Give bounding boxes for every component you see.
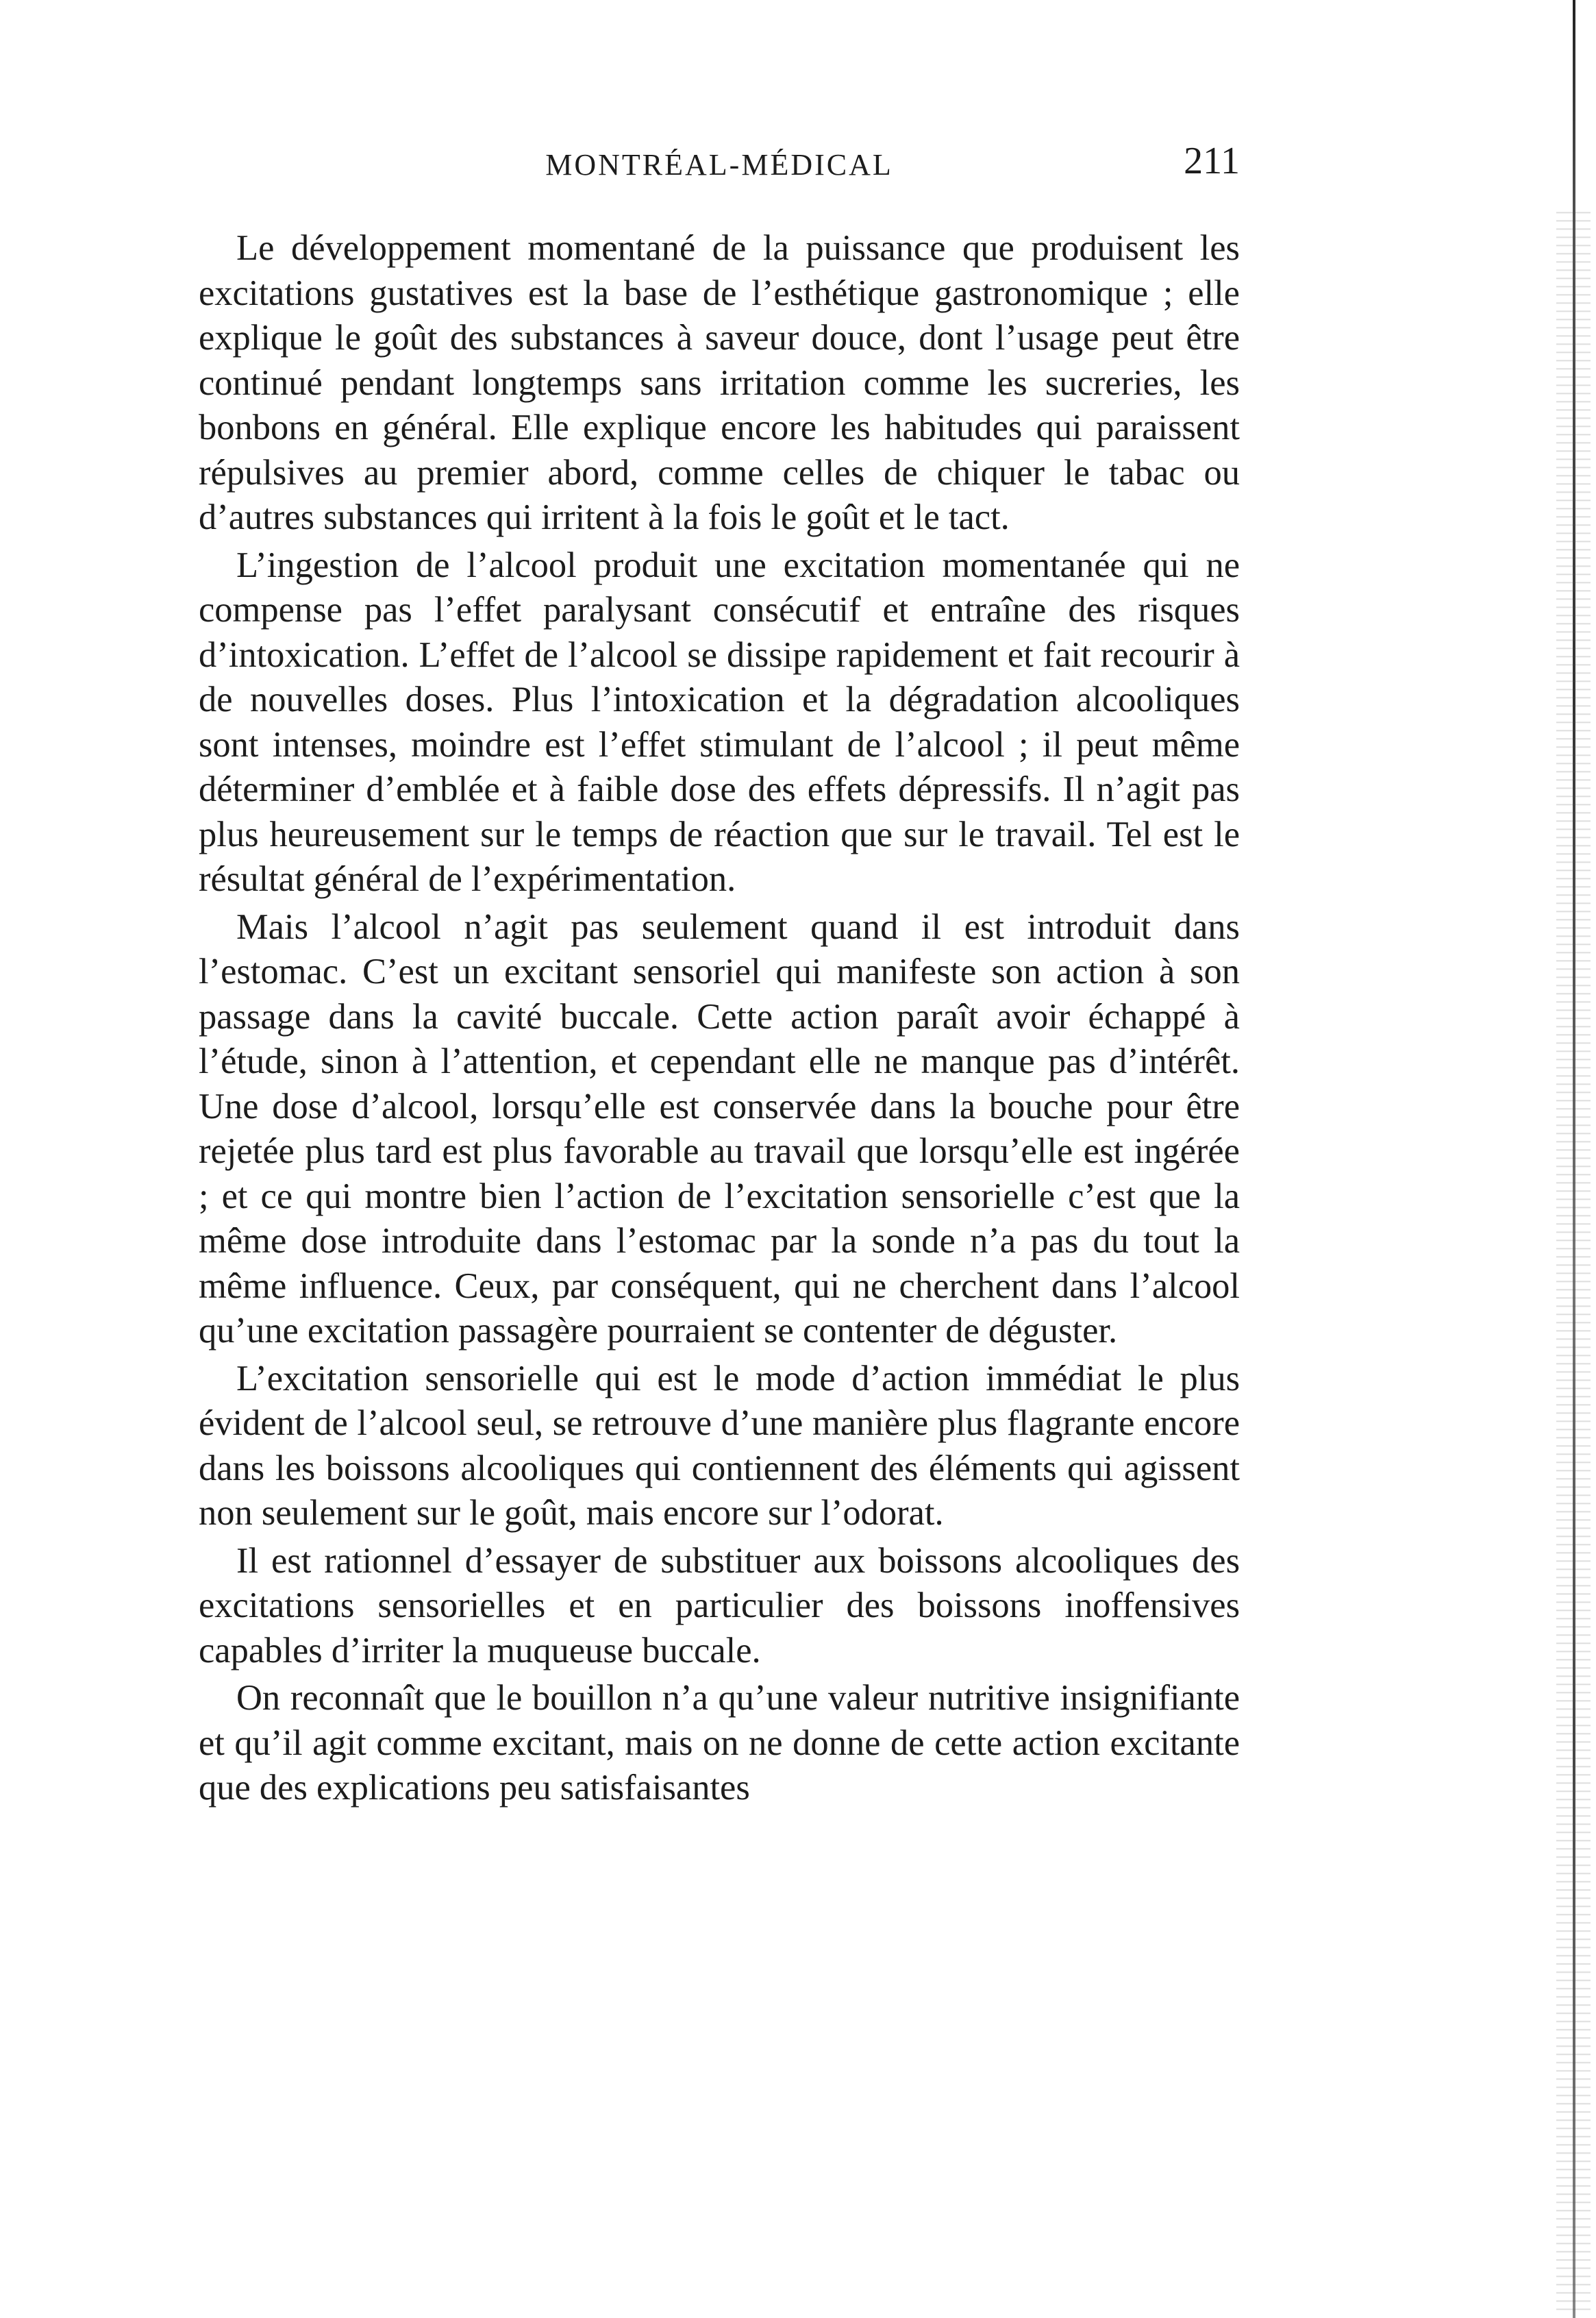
paragraph-sensory-excitant: Mais l’alcool n’agit pas seulement quand il est introduit dans l’estomac. C’est un excitant sensoriel qui manifeste son action à son passage dans la cavité buccale. Cette action paraît avoir échappé à l’étude, sinon à l’attention, et cependant elle ne manque pas d’intérêt. Une dose d’alcool, lorsqu’elle est conservée dans la bouche pour être rejetée plus tard est plus favorable au travail que lorsqu’elle est ingérée ; et ce qui montre bien l’action de l’excitation sensorielle c’est que la même dose introduite dans l’estomac par la sonde n’a pas du tout la même influence. Ceux, par conséquent, qui ne cherchent dans l’alcool qu’une excitation passagère pourraient se contenter de déguster. bbox=[199, 907, 1240, 1351]
paragraph-bouillon: On reconnaît que le bouillon n’a qu’une valeur nutritive insignifiante et qu’il agit comme excitant, mais on ne donne de cette action excitante que des explications peu satisfaisantes bbox=[199, 1678, 1240, 1808]
paragraph-substitution: Il est rationnel d’essayer de substituer aux boissons alcooliques des excitations sensorielles et en particulier des boissons inoffensives capables d’irriter la muqueuse buccale. bbox=[199, 1540, 1240, 1670]
binding-edge-speckle bbox=[1556, 206, 1591, 2316]
page-number: 211 bbox=[1184, 140, 1240, 182]
paragraph-alcohol-ingestion: L’ingestion de l’alcool produit une excitation momentanée qui ne compense pas l’effet paralysant consécutif et entraîne des risques d’intoxication. L’effet de l’alcool se dissipe rapidement et fait recourir à de nouvelles doses. Plus l’intoxication et la dégradation alcooliques sont intenses, moindre est l’effet stimulant de l’alcool ; il peut même déterminer d’emblée et à faible dose des effets dépressifs. Il n’agit pas plus heureusement sur le temps de réaction que sur le travail. Tel est le résultat général de l’expérimentation. bbox=[199, 545, 1240, 899]
running-title: MONTRÉAL-MÉDICAL bbox=[545, 148, 893, 182]
page-header bbox=[199, 134, 1240, 195]
body-text bbox=[199, 226, 1240, 1811]
paragraph-alcoholic-beverages: L’excitation sensorielle qui est le mode d’action immédiat le plus évident de l’alcool seul, se retrouve d’une manière plus flagrante encore dans les boissons alcooliques qui contiennent des éléments qui agissent non seulement sur le goût, mais encore sur l’odorat. bbox=[199, 1358, 1240, 1533]
scanned-binding-edge bbox=[1541, 0, 1596, 2318]
paragraph-gustatory-excitation: Le développement momentané de la puissance que produisent les excitations gustatives est la base de l’esthétique gastronomique ; elle explique le goût des substances à saveur douce, dont l’usage peut être continué pendant longtemps sans irritation comme les sucreries, les bonbons en général. Elle explique encore les habitudes qui paraissent répulsives au premier abord, comme celles de chiquer le tabac ou d’autres substances qui irritent à la fois le goût et le tact. bbox=[199, 228, 1240, 537]
